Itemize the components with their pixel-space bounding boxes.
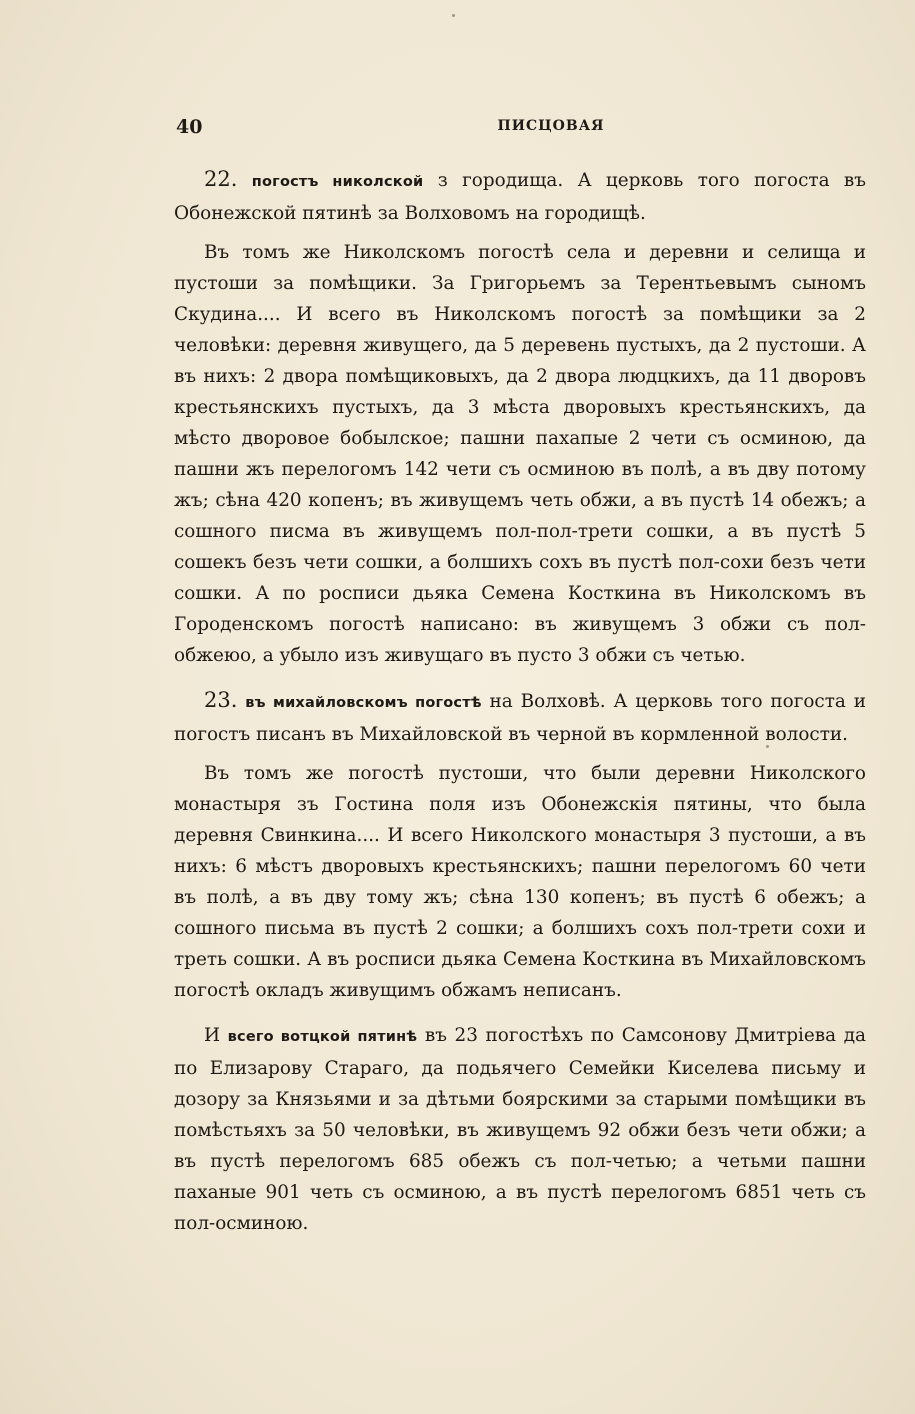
summary-text: въ 23 погостѣхъ по Самсонову Дмитріева да по Елизарову Стараго, да подьячего Семейки Киселева письму и дозору за Князьями и за дѣтьми боярскими за старыми помѣщики въ помѣстьяхъ за 50 человѣки, въ живущемъ 92 обжи безъ чети обжи; а въ пустѣ перелогомъ 685 обежъ съ пол-четью; а четьми пашни паханые 901 четь съ осминою, а въ пустѣ перелогомъ 6851 четь съ пол-осминою. <box>174 1025 866 1234</box>
summary-lead: И <box>204 1025 228 1046</box>
paper-speck <box>452 14 455 17</box>
entry-22-body: Въ томъ же Николскомъ погостѣ села и деревни и селища и пустоши за помѣщики. За Григорьемъ за Терентьевымъ сыномъ Скудина.... И всего въ Николскомъ погостѣ за помѣщики за 2 человѣки: деревня живущего, да 5 деревень пустыхъ, да 2 пустоши. А въ нихъ: 2 двора помѣщиковыхъ, да 2 двора людцкихъ, да 11 дворовъ крестьянскихъ пустыхъ, да 3 мѣста дворовыхъ крестьянскихъ, да мѣсто дворовое бобылское; пашни пахапые 2 чети съ осминою, да пашни жъ перелогомъ 142 чети съ осминою въ полѣ, а въ дву потому жъ; сѣна 420 копенъ; въ живущемъ четь обжи, а въ пустѣ 14 обежъ; а сошного писма въ живущемъ пол-пол-трети сошки, а въ пустѣ 5 сошекъ безъ чети сошки, а болшихъ сохъ въ пустѣ пол-сохи безъ чети сошки. А по росписи дьяка Семена Косткина въ Николскомъ въ Городенскомъ погостѣ написано: въ живущемъ 3 обжи съ пол-обжеюо, а убыло изъ живущаго въ пусто 3 обжи съ четью. <box>174 242 866 666</box>
entry-heading-text: на Волховѣ. А церковь того погоста и погостъ писанъ въ Михайловской въ черной въ кормленной волости. <box>174 691 866 745</box>
page-body <box>174 164 866 1247</box>
entry-22-heading <box>174 164 866 229</box>
summary-paragraph <box>174 1020 866 1239</box>
entry-number: 23. <box>204 688 238 712</box>
running-head: ПИСЦОВАЯ <box>497 118 605 134</box>
entry-number: 22. <box>204 167 238 191</box>
entry-23-body: Въ томъ же погостѣ пустоши, что были деревни Николского монастыря зъ Гостина поля изъ Обонежскія пятины, что была деревня Свинкина.... И всего Николского монастыря 3 пустоши, а въ нихъ: 6 мѣстъ дворовыхъ крестьянскихъ; пашни перелогомъ 60 чети въ полѣ, а въ дву тому жъ; сѣна 130 копенъ; въ пустѣ 6 обежъ; а сошного письма въ пустѣ 2 сошки; а болшихъ сохъ пол-трети сохи и треть сошки. А въ росписи дьяка Семена Косткина въ Михайловскомъ погостѣ окладъ живущимъ обжамъ неписанъ. <box>174 763 866 1001</box>
summary-title: всего вотцкой пятинѣ <box>227 1029 418 1045</box>
entry-heading-text: з городища. А церковь того погоста въ Обонежской пятинѣ за Волховомъ на городищѣ. <box>174 170 866 224</box>
page-header <box>176 116 866 140</box>
page-number: 40 <box>176 116 203 138</box>
entry-title: погостъ николской <box>251 174 424 190</box>
entry-23-heading <box>174 685 866 750</box>
entry-title: въ михайловскомъ погостѣ <box>245 695 482 711</box>
